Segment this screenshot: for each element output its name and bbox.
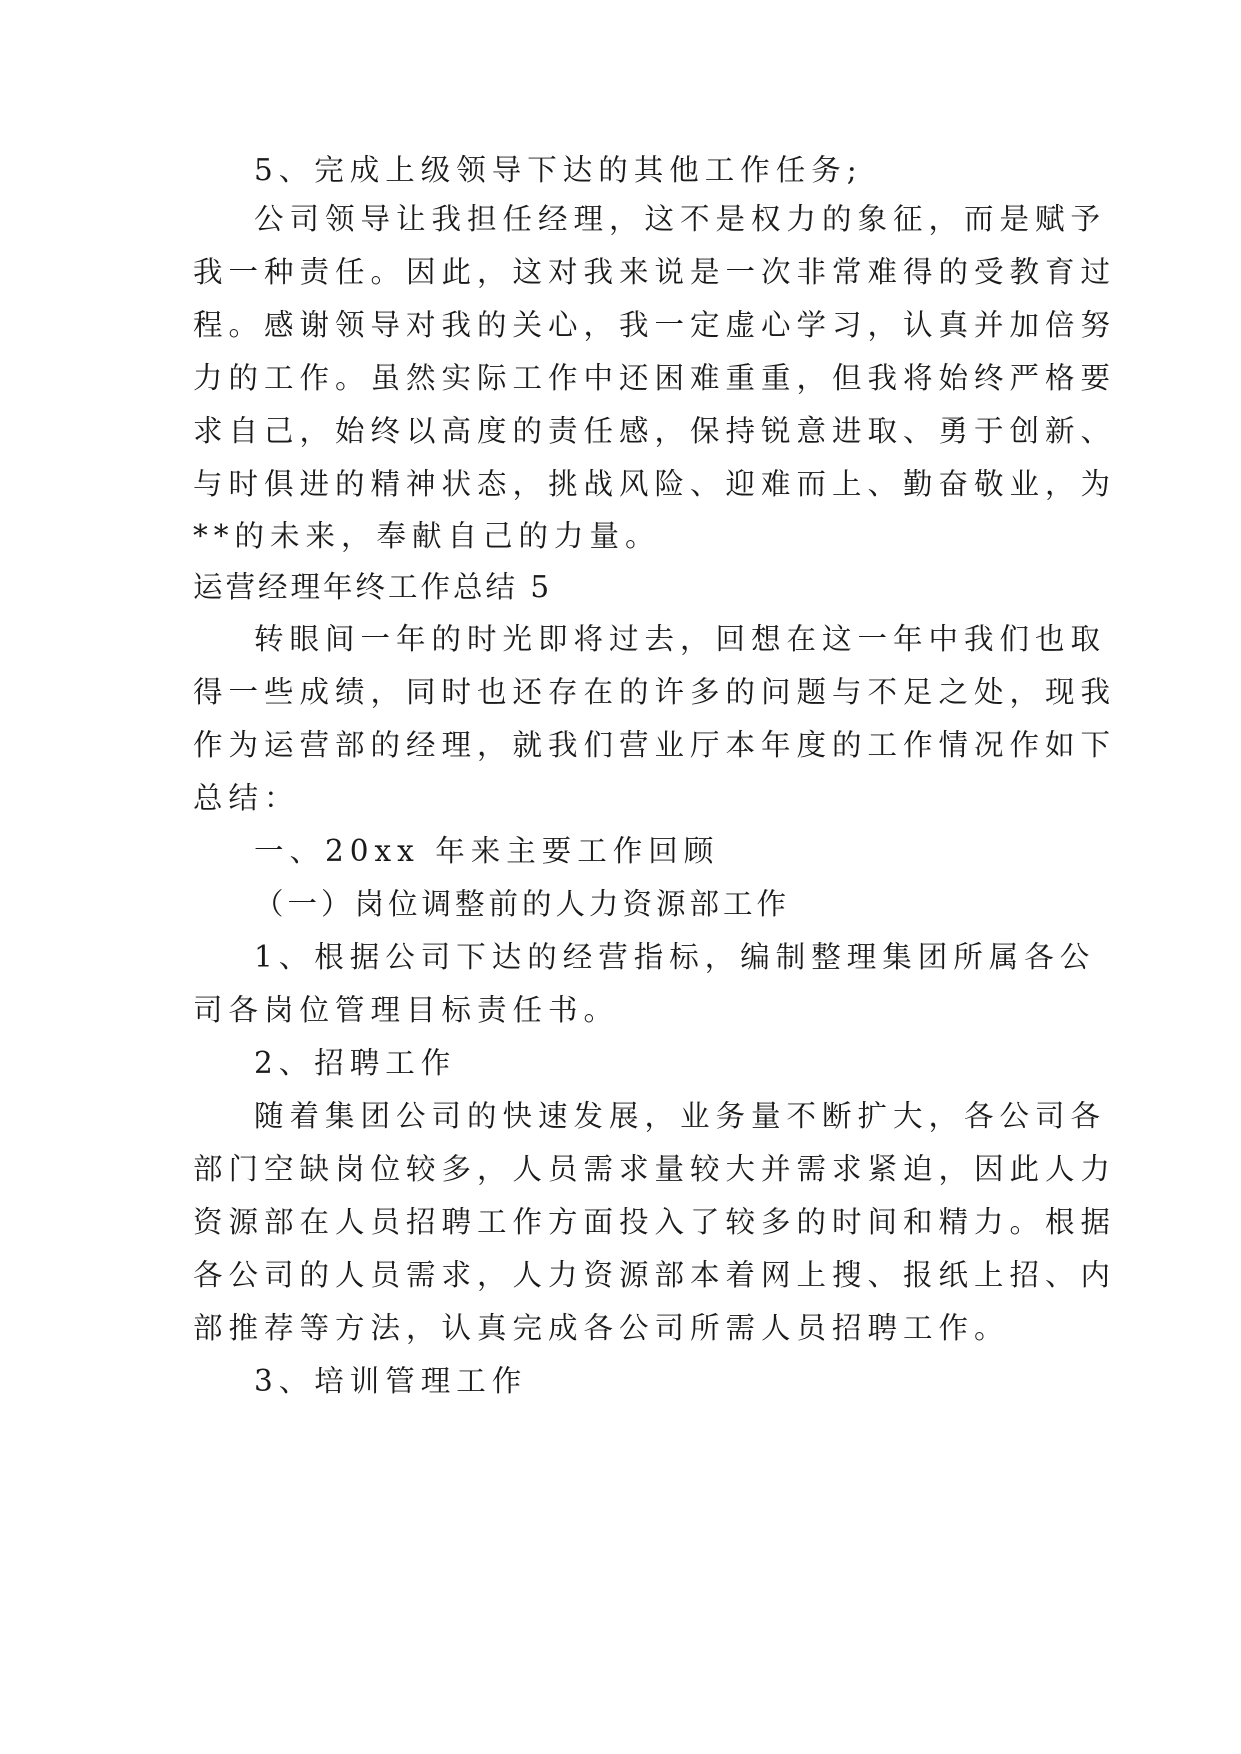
paragraph-line: 总结： xyxy=(193,781,300,815)
paragraph-line: 转眼间一年的时光即将过去，回想在这一年中我们也取 xyxy=(254,622,1107,656)
paragraph-line: 得一些成绩，同时也还存在的许多的问题与不足之处，现我 xyxy=(193,675,1117,709)
paragraph-line: 随着集团公司的快速发展，业务量不断扩大，各公司各 xyxy=(254,1099,1107,1133)
subheading-hr-work: （一）岗位调整前的人力资源部工作 xyxy=(254,887,791,921)
item-heading-training: 3、培训管理工作 xyxy=(254,1364,528,1398)
paragraph-line: 我一种责任。因此，这对我来说是一次非常难得的受教育过 xyxy=(193,255,1117,289)
subheading-review: 一、20xx 年来主要工作回顾 xyxy=(254,834,720,868)
paragraph-line: **的未来，奉献自己的力量。 xyxy=(193,519,661,553)
item-heading-recruitment: 2、招聘工作 xyxy=(254,1046,457,1080)
paragraph-line: 力的工作。虽然实际工作中还困难重重，但我将始终严格要 xyxy=(193,361,1117,395)
paragraph-line: 各公司的人员需求，人力资源部本着网上搜、报纸上招、内 xyxy=(193,1258,1117,1292)
section-title: 运营经理年终工作总结 5 xyxy=(193,570,553,604)
task-item-5: 5、完成上级领导下达的其他工作任务; xyxy=(254,153,863,187)
paragraph-line: 资源部在人员招聘工作方面投入了较多的时间和精力。根据 xyxy=(193,1205,1117,1239)
paragraph-line: 司各岗位管理目标责任书。 xyxy=(193,993,620,1027)
paragraph-line: 程。感谢领导对我的关心，我一定虚心学习，认真并加倍努 xyxy=(193,308,1117,342)
paragraph-line: 1、根据公司下达的经营指标，编制整理集团所属各公 xyxy=(254,940,1096,974)
paragraph-line: 与时俱进的精神状态，挑战风险、迎难而上、勤奋敬业，为 xyxy=(193,467,1117,501)
paragraph-line: 部门空缺岗位较多，人员需求量较大并需求紧迫，因此人力 xyxy=(193,1152,1117,1186)
paragraph-line: 求自己，始终以高度的责任感，保持锐意进取、勇于创新、 xyxy=(193,414,1117,448)
paragraph-line: 公司领导让我担任经理，这不是权力的象征，而是赋予 xyxy=(254,202,1107,236)
paragraph-line: 部推荐等方法，认真完成各公司所需人员招聘工作。 xyxy=(193,1311,1010,1345)
paragraph-line: 作为运营部的经理，就我们营业厅本年度的工作情况作如下 xyxy=(193,728,1117,762)
